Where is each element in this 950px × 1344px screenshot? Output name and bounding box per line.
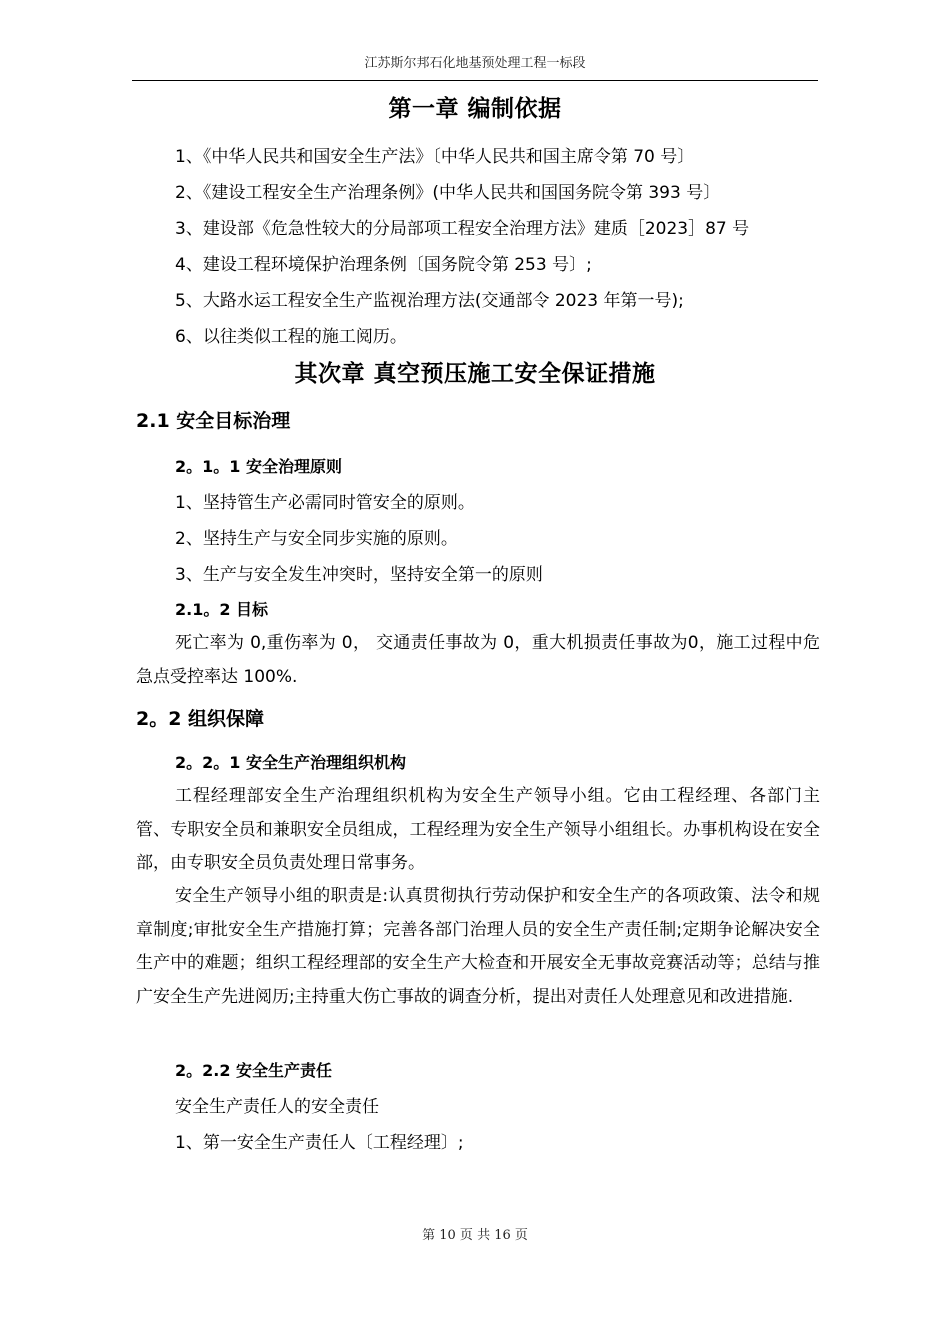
basis-item: 3、建设部《危急性较大的分局部项工程安全治理方法》建质［2023］87 号 (175, 219, 750, 239)
chapter-2-title: 其次章 真空预压施工安全保证措施 (294, 361, 656, 387)
header-divider (132, 80, 818, 81)
basis-item: 6、以往类似工程的施工阅历。 (175, 327, 407, 347)
page-footer: 第 10 页 共 16 页 (422, 1228, 528, 1243)
principle-item: 1、坚持管生产必需同时管安全的原则。 (175, 493, 475, 513)
target-paragraph: 死亡率为 0,重伤率为 0， 交通责任事故为 0，重大机损责任事故为0，施工过程中危急点受控率达 100%. (136, 633, 820, 687)
responsibility-intro: 安全生产责任人的安全责任 (175, 1097, 379, 1117)
section-2-2-title: 2。2 组织保障 (136, 708, 265, 730)
section-2-1-title: 2.1 安全目标治理 (136, 410, 291, 432)
basis-item: 5、大路水运工程安全生产监视治理方法(交通部令 2023 年第一号); (175, 291, 684, 311)
duties-paragraph: 安全生产领导小组的职责是:认真贯彻执行劳动保护和安全生产的各项政策、法令和规章制度;审批安全生产措施打算；完善各部门治理人员的安全生产责任制;定期争论解决安全生产中的难题；组织工程经理部的安全生产大检查和开展安全无事故竞赛活动等；总结与推广安全生产先进阅历;主持重大伤亡事故的调查分析，提出对责任人处理意见和改进措施. (136, 886, 820, 1007)
principle-item: 2、坚持生产与安全同步实施的原则。 (175, 529, 458, 549)
header-title: 江苏斯尔邦石化地基预处理工程一标段 (364, 56, 586, 71)
subsection-2-1-2-title: 2.1。2 目标 (175, 600, 269, 619)
organization-paragraph: 工程经理部安全生产治理组织机构为安全生产领导小组。它由工程经理、各部门主管、专职安全员和兼职安全员组成，工程经理为安全生产领导小组组长。办事机构设在安全部，由专职安全员负责处理日常事务。 (136, 786, 820, 873)
subsection-2-1-1-title: 2。1。1 安全治理原则 (175, 457, 342, 476)
chapter-1-title: 第一章 编制依据 (388, 96, 562, 122)
subsection-2-2-1-title: 2。2。1 安全生产治理组织机构 (175, 753, 406, 772)
responsibility-item: 1、第一安全生产责任人〔工程经理〕; (175, 1133, 464, 1153)
subsection-2-2-2-title: 2。2.2 安全生产责任 (175, 1061, 333, 1080)
basis-item: 1、《中华人民共和国安全生产法》〔中华人民共和国主席令第 70 号〕 (175, 147, 695, 167)
basis-item: 2、《建设工程安全生产治理条例》(中华人民共和国国务院令第 393 号〕 (175, 183, 721, 203)
principle-item: 3、生产与安全发生冲突时，坚持安全第一的原则 (175, 565, 543, 585)
basis-item: 4、建设工程环境保护治理条例〔国务院令第 253 号〕; (175, 255, 592, 275)
